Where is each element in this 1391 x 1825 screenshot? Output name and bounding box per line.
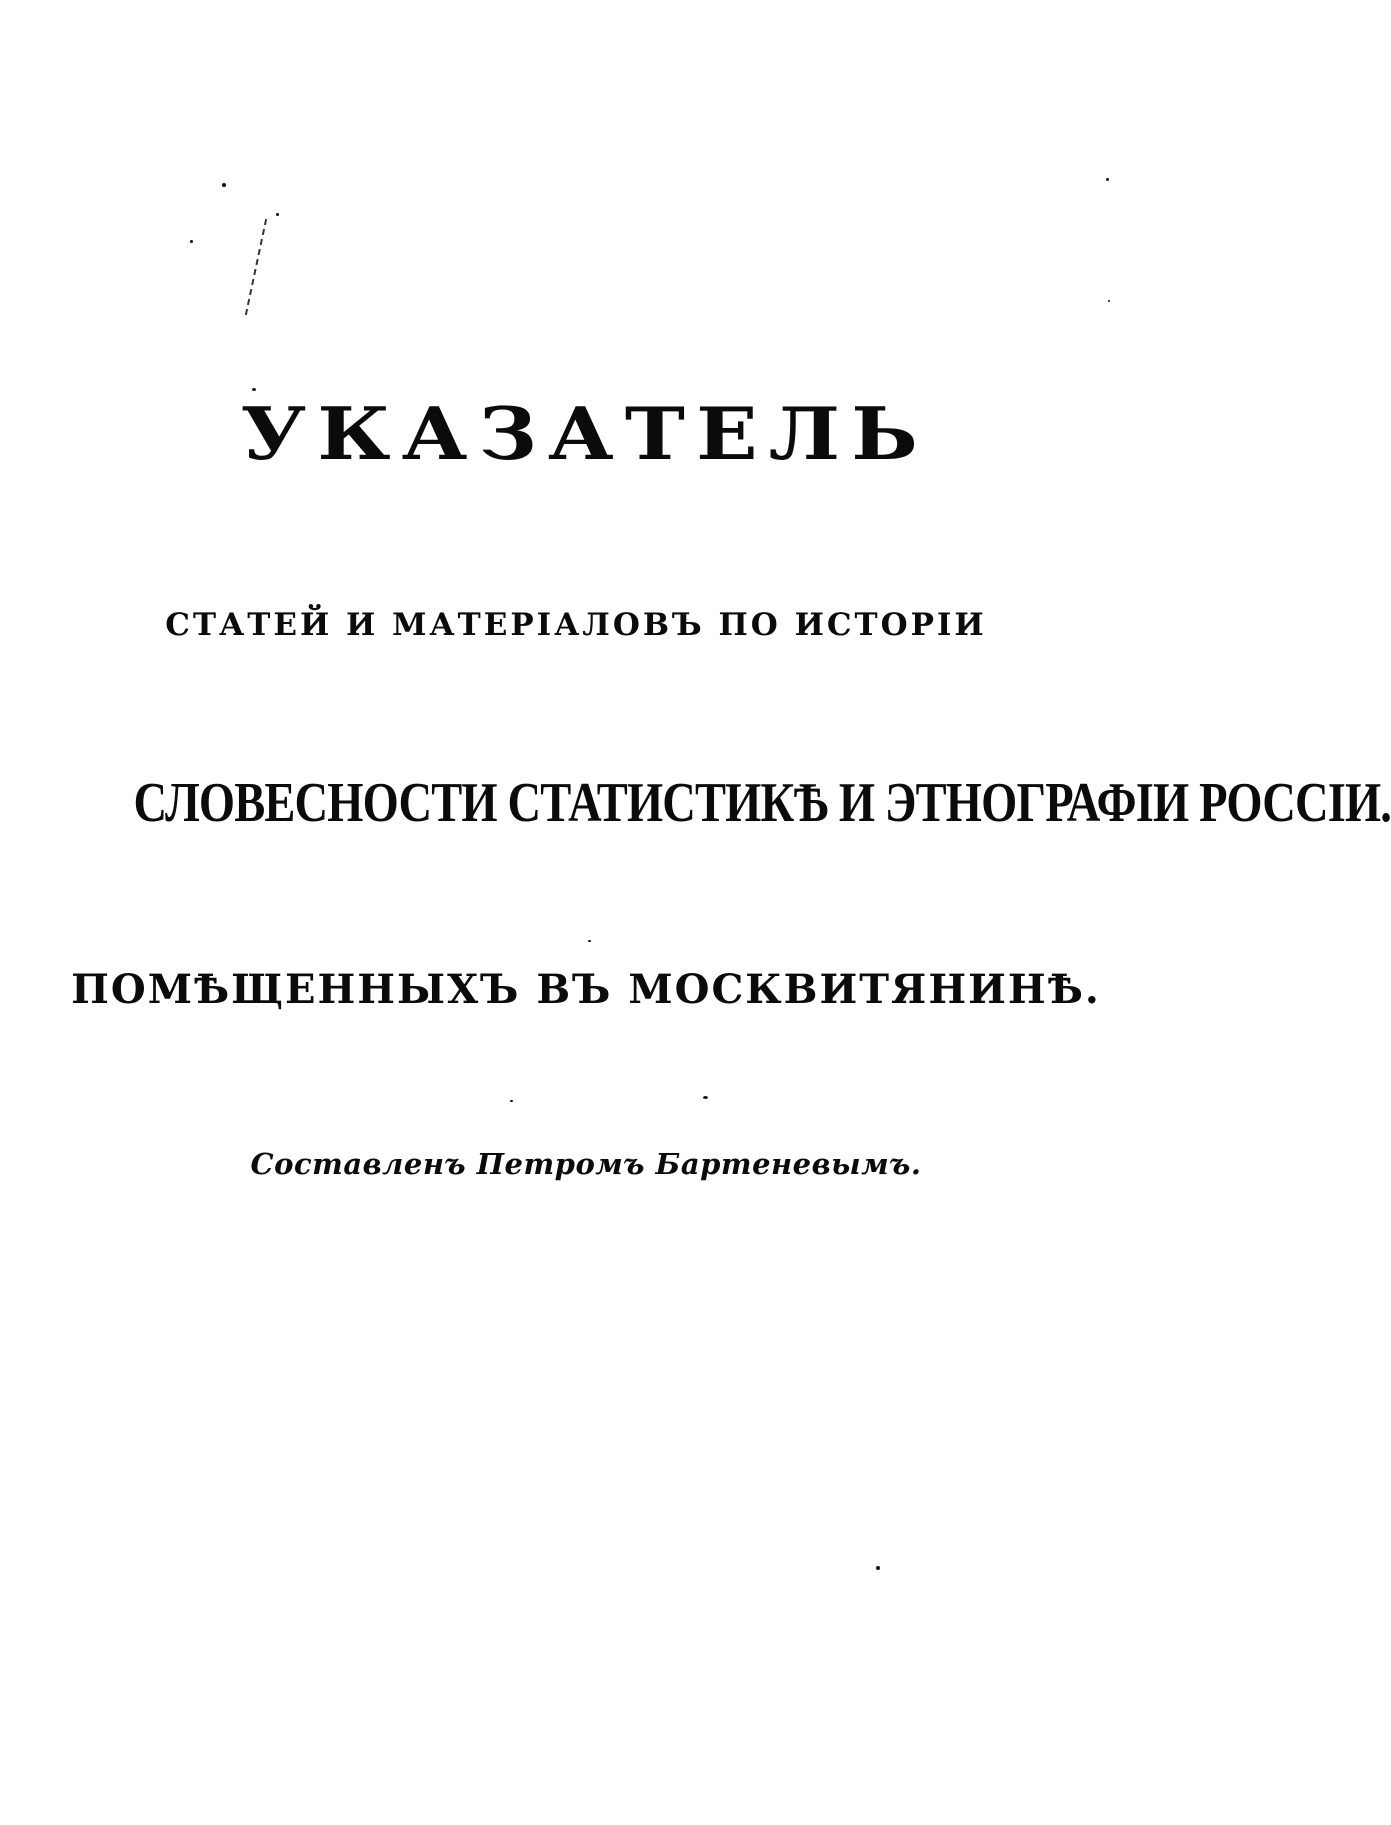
scan-speck — [510, 1100, 513, 1102]
pencil-mark — [245, 219, 267, 315]
author-line: Составленъ Петромъ Бартеневымъ. — [250, 1147, 922, 1181]
scan-speck — [588, 940, 591, 942]
scan-speck — [1108, 300, 1110, 302]
subtitle-line-3: ПОМѢЩЕННЫХЪ ВЪ МОСКВИТЯНИНѢ. — [71, 966, 1101, 1013]
scan-speck — [276, 213, 279, 216]
scan-speck — [703, 1096, 708, 1099]
scan-speck — [876, 1566, 880, 1570]
scan-speck — [1106, 178, 1109, 181]
subtitle-line-2: СЛОВЕСНОСТИ СТАТИСТИКѢ И ЭТНОГРАФІИ РОССІИ. — [133, 772, 1391, 834]
scan-speck — [190, 240, 193, 243]
subtitle-line-1: СТАТЕЙ И МАТЕРІАЛОВЪ ПО ИСТОРІИ — [165, 607, 987, 643]
scan-speck — [222, 183, 226, 187]
page-title: УКАЗАТЕЛЬ — [240, 391, 930, 476]
